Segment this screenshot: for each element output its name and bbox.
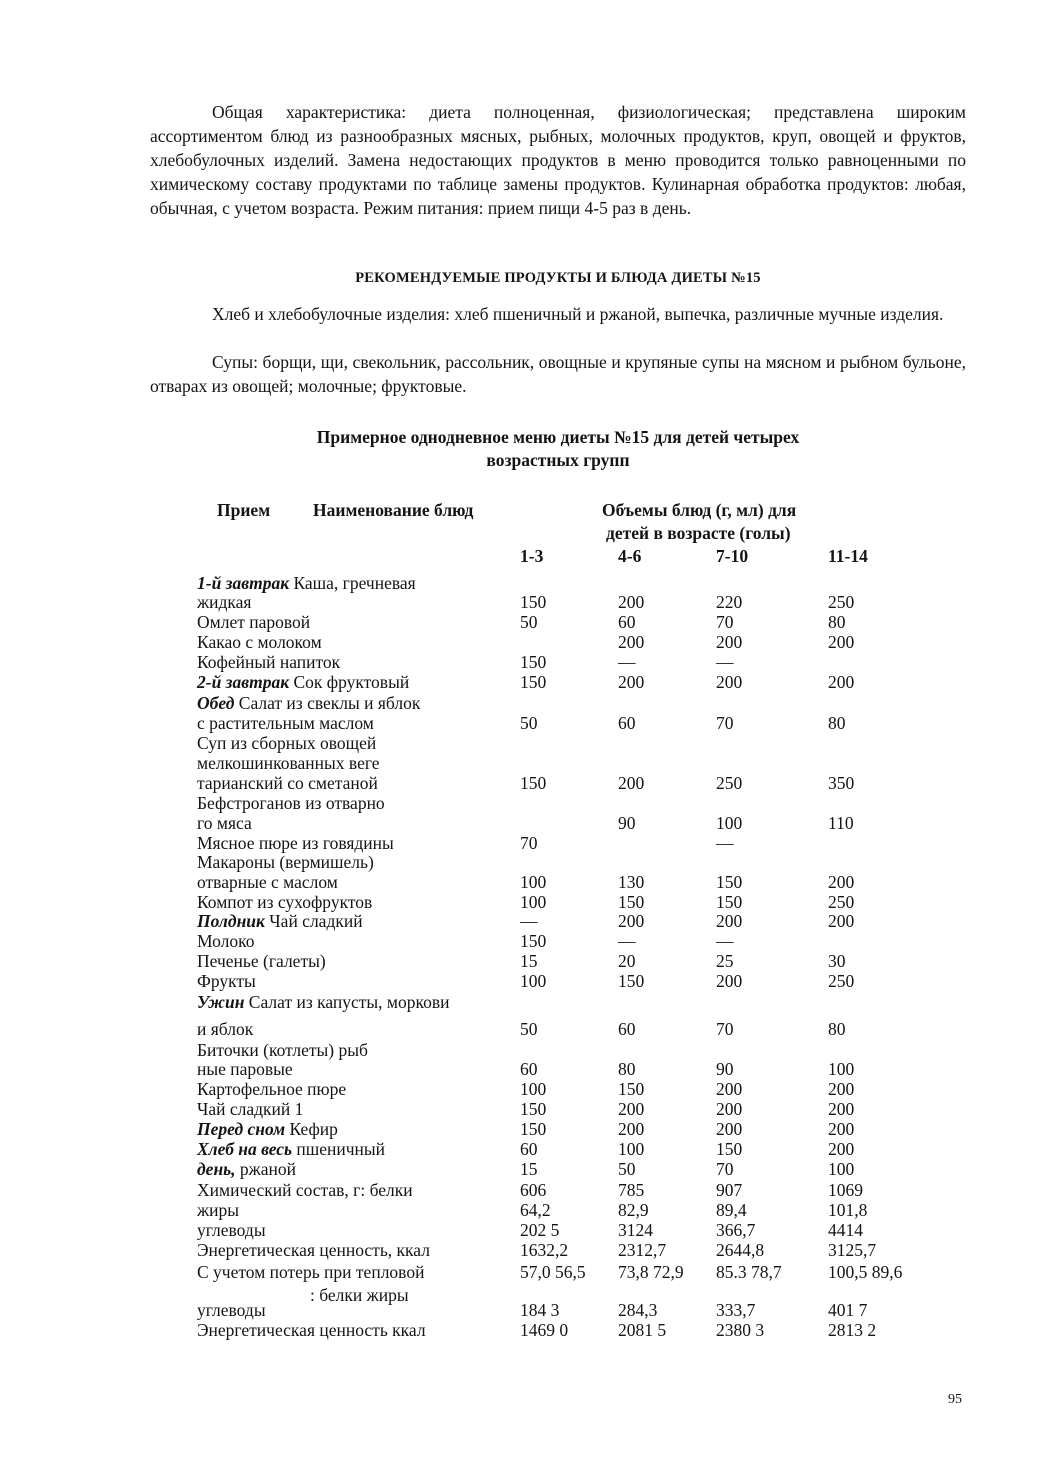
dish-name: пшеничный	[296, 1139, 386, 1159]
volume-cell: 60	[618, 713, 636, 733]
volume-cell: 80	[828, 1019, 846, 1039]
volume-cell: 200	[828, 1139, 855, 1159]
volume-cell: 80	[828, 612, 846, 632]
dish-cell	[197, 1059, 293, 1080]
dish-cell	[197, 632, 322, 653]
volume-cell: 89,4	[716, 1200, 747, 1220]
dish-name: Макароны (вермишель)	[197, 852, 374, 872]
volume-cell: 150	[520, 652, 547, 672]
dish-cell	[197, 1079, 346, 1100]
volume-cell: 110	[828, 813, 854, 833]
volume-cell: 2081 5	[618, 1320, 667, 1340]
volume-cell: 150	[618, 971, 645, 991]
age-group-header: 7-10	[716, 546, 749, 566]
volume-cell: 150	[520, 592, 547, 612]
volume-cell: 70	[520, 833, 538, 853]
dish-cell	[197, 1262, 424, 1283]
volume-cell: 220	[716, 592, 743, 612]
dish-name: Химический состав, г: белки	[197, 1180, 413, 1200]
dish-name: углеводы	[197, 1220, 266, 1240]
dish-name: Мясное пюре из говядины	[197, 833, 394, 853]
volume-cell: 200	[716, 632, 743, 652]
volume-cell: 350	[828, 773, 855, 793]
dish-cell	[197, 1040, 368, 1061]
dish-cell	[197, 672, 409, 693]
dish-name: жиры	[197, 1200, 239, 1220]
dish-cell	[197, 773, 378, 794]
dish-name: Биточки (котлеты) рыб	[197, 1040, 368, 1060]
meal-label: Ужин	[197, 992, 245, 1012]
dish-name: Чай сладкий	[269, 911, 363, 931]
column-header-volumes-line1: Объемы блюд (г, мл) для	[602, 500, 797, 520]
age-group-header: 4-6	[618, 546, 642, 566]
volume-cell: 60	[520, 1139, 538, 1159]
dish-name: Картофельное пюре	[197, 1079, 347, 1099]
volume-cell: 101,8	[828, 1200, 868, 1220]
volume-cell: 20	[618, 951, 636, 971]
volume-cell: 150	[716, 872, 743, 892]
volume-cell: 200	[618, 632, 645, 652]
volume-cell: 333,7	[716, 1300, 756, 1320]
volume-cell: —	[716, 931, 734, 951]
dish-cell	[197, 1139, 385, 1160]
volume-cell: —	[618, 931, 636, 951]
dish-name: Омлет паровой	[197, 612, 311, 632]
volume-cell: 200	[716, 1079, 743, 1099]
volume-cell: 80	[618, 1059, 636, 1079]
volume-cell: 200	[828, 632, 855, 652]
dish-cell	[197, 872, 338, 893]
volume-cell: 15	[520, 1159, 538, 1179]
volume-cell: 250	[716, 773, 743, 793]
section-heading: РЕКОМЕНДУЕМЫЕ ПРОДУКТЫ И БЛЮДА ДИЕТЫ №15	[355, 270, 761, 286]
volume-cell: 100	[618, 1139, 645, 1159]
volume-cell: 100	[520, 1079, 547, 1099]
volume-cell: 606	[520, 1180, 547, 1200]
column-header-volumes-line2: детей в возрасте (голы)	[606, 523, 791, 543]
volume-cell: 200	[716, 971, 743, 991]
dish-name: Печенье (галеты)	[197, 951, 326, 971]
dish-cell	[197, 753, 380, 774]
volume-cell: 60	[618, 612, 636, 632]
dish-cell	[197, 652, 340, 673]
dish-cell	[197, 573, 416, 594]
volume-cell: 100	[828, 1059, 855, 1079]
volume-cell: 907	[716, 1180, 743, 1200]
age-group-header: 1-3	[520, 546, 544, 566]
dish-cell	[197, 612, 310, 633]
dish-name: Энергетическая ценность ккал	[197, 1320, 426, 1340]
volume-cell: 200	[618, 672, 645, 692]
dish-cell	[197, 1220, 266, 1241]
volume-cell: 73,8 72,9	[618, 1262, 684, 1282]
volume-cell: 1632,2	[520, 1240, 569, 1260]
volume-cell: 200	[618, 1099, 645, 1119]
volume-cell: 200	[618, 1119, 645, 1139]
volume-cell: 3125,7	[828, 1240, 877, 1260]
volume-cell: 50	[520, 612, 538, 632]
dish-cell	[197, 892, 372, 913]
dish-name: го мяса	[197, 813, 252, 833]
volume-cell: 200	[828, 911, 855, 931]
meal-label: 1-й завтрак	[197, 573, 290, 593]
dish-name: Энергетическая ценность, ккал	[197, 1240, 430, 1260]
volume-cell: 25	[716, 951, 734, 971]
dish-cell	[197, 852, 374, 873]
dish-cell	[197, 931, 255, 952]
soups-paragraph: Супы: борщи, щи, свекольник, рассольник, овощные и крупяные супы на мясном и рыбном бульоне, отварах из овощей; молочные; фруктовые.	[150, 352, 966, 396]
volume-cell: 100,5 89,6	[828, 1262, 903, 1282]
volume-cell: 200	[716, 911, 743, 931]
dish-cell	[197, 911, 363, 932]
volume-cell: 50	[520, 1019, 538, 1039]
meal-label: день,	[197, 1159, 236, 1179]
volume-cell: 2312,7	[618, 1240, 667, 1260]
volume-cell: 785	[618, 1180, 645, 1200]
dish-name: Фрукты	[197, 971, 256, 991]
page-number: 95	[948, 1392, 962, 1407]
dish-name: отварные с маслом	[197, 872, 338, 892]
meal-label: Хлеб на весь	[197, 1139, 293, 1159]
table-title-line2: возрастных групп	[486, 450, 630, 470]
dish-name: ржаной	[239, 1159, 297, 1179]
volume-cell: 90	[716, 1059, 734, 1079]
volume-cell: 200	[828, 872, 855, 892]
dish-cell	[197, 1200, 239, 1221]
volume-cell: 250	[828, 592, 855, 612]
dish-cell	[310, 1285, 409, 1306]
meal-label: Обед	[197, 693, 235, 713]
volume-cell: 200	[828, 672, 855, 692]
volume-cell: 50	[618, 1159, 636, 1179]
intro-paragraph: Общая характеристика: диета полноценная, физиологическая; представлена широким ассортиментом блюд из разнообразных мясных, рыбных, молочных продуктов, круп, овощей и фруктов, хлебобулочных изделий. Замена недостающих продуктов в меню проводится только равноценными по химическому составу продуктами по таблице замены продуктов. Кулинарная обработка продуктов: любая, обычная, с учетом возраста. Режим питания: прием пищи 4-5 раз в день.	[150, 102, 966, 218]
volume-cell: 200	[618, 773, 645, 793]
volume-cell: 150	[520, 672, 547, 692]
volume-cell: 60	[520, 1059, 538, 1079]
volume-cell: 3124	[618, 1220, 653, 1240]
volume-cell: 85.3 78,7	[716, 1262, 782, 1282]
dish-cell	[197, 833, 394, 854]
volume-cell: 150	[520, 1119, 547, 1139]
table-title-line1: Примерное однодневное меню диеты №15 для детей четырех	[316, 427, 800, 447]
volume-cell: 70	[716, 713, 734, 733]
volume-cell: 100	[716, 813, 743, 833]
dish-cell	[197, 1320, 426, 1341]
volume-cell: 200	[716, 1099, 743, 1119]
dish-name: Какао с молоком	[197, 632, 322, 652]
dish-name: и яблок	[197, 1019, 254, 1039]
volume-cell: 202 5	[520, 1220, 560, 1240]
dish-name: Суп из сборных овощей	[197, 733, 377, 753]
dish-cell	[197, 1180, 413, 1201]
dish-name: Кефир	[289, 1119, 338, 1139]
volume-cell: 100	[520, 971, 547, 991]
volume-cell: 250	[828, 971, 855, 991]
volume-cell: 80	[828, 713, 846, 733]
volume-cell: 200	[828, 1119, 855, 1139]
volume-cell: 1469 0	[520, 1320, 569, 1340]
dish-name: углеводы	[197, 1300, 266, 1320]
volume-cell: 30	[828, 951, 846, 971]
volume-cell: 130	[618, 872, 645, 892]
dish-cell	[197, 1240, 430, 1261]
dish-cell	[197, 592, 251, 613]
meal-label: 2-й завтрак	[197, 672, 290, 692]
dish-cell	[197, 1119, 338, 1140]
dish-cell	[197, 713, 374, 734]
volume-cell: 50	[520, 713, 538, 733]
volume-cell: 150	[716, 892, 743, 912]
column-header-dish: Наименование блюд	[313, 500, 474, 520]
volume-cell: 150	[520, 931, 547, 951]
dish-name: Салат из свеклы и яблок	[238, 693, 421, 713]
meal-label: Полдник	[197, 911, 265, 931]
volume-cell: 70	[716, 1159, 734, 1179]
volume-cell: —	[618, 652, 636, 672]
dish-cell	[197, 971, 256, 992]
volume-cell: 70	[716, 612, 734, 632]
volume-cell: 150	[618, 1079, 645, 1099]
dish-name: Чай сладкий 1	[197, 1099, 304, 1119]
volume-cell: 200	[828, 1079, 855, 1099]
volume-cell: 82,9	[618, 1200, 649, 1220]
dish-cell	[197, 793, 385, 814]
dish-cell	[197, 1159, 296, 1180]
dish-name: ные паровые	[197, 1059, 293, 1079]
dish-cell	[197, 1099, 303, 1120]
volume-cell: 366,7	[716, 1220, 756, 1240]
volume-cell: 200	[618, 911, 645, 931]
volume-cell: 184 3	[520, 1300, 560, 1320]
volume-cell: 250	[828, 892, 855, 912]
volume-cell: 150	[618, 892, 645, 912]
volume-cell: 60	[618, 1019, 636, 1039]
dish-cell	[197, 733, 376, 754]
volume-cell: 1069	[828, 1180, 863, 1200]
volume-cell: 200	[716, 672, 743, 692]
dish-cell	[197, 992, 450, 1013]
volume-cell: 150	[520, 1099, 547, 1119]
dish-name: С учетом потерь при тепловой	[197, 1262, 425, 1282]
dish-name: : белки жиры	[310, 1285, 409, 1305]
dish-name: Молоко	[197, 931, 255, 951]
volume-cell: 284,3	[618, 1300, 658, 1320]
volume-cell: 90	[618, 813, 636, 833]
volume-cell: 2644,8	[716, 1240, 765, 1260]
volume-cell: 2813 2	[828, 1320, 877, 1340]
volume-cell: —	[520, 911, 538, 931]
volume-cell: 150	[716, 1139, 743, 1159]
dish-name: мелкошинкованных веге	[197, 753, 380, 773]
dish-cell	[197, 951, 326, 972]
age-group-header: 11-14	[828, 546, 868, 566]
volume-cell: —	[716, 652, 734, 672]
meal-label: Перед сном	[197, 1119, 286, 1139]
dish-name: Каша, гречневая	[293, 573, 416, 593]
volume-cell: 200	[618, 592, 645, 612]
volume-cell: 100	[520, 892, 547, 912]
volume-cell: 2380 3	[716, 1320, 765, 1340]
dish-cell	[197, 1019, 253, 1040]
volume-cell: 100	[520, 872, 547, 892]
volume-cell: 200	[828, 1099, 855, 1119]
volume-cell: 200	[716, 1119, 743, 1139]
column-header-meal: Прием	[217, 500, 271, 520]
bread-paragraph: Хлеб и хлебобулочные изделия: хлеб пшеничный и ржаной, выпечка, различные мучные изделия.	[212, 304, 944, 324]
dish-name: с растительным маслом	[197, 713, 374, 733]
volume-cell: 15	[520, 951, 538, 971]
dish-name: жидкая	[197, 592, 252, 612]
dish-name: Компот из сухофруктов	[197, 892, 373, 912]
dish-cell	[197, 693, 420, 714]
dish-name: Салат из капусты, моркови	[248, 992, 450, 1012]
dish-name: Кофейный напиток	[197, 652, 341, 672]
dish-cell	[197, 813, 252, 834]
volume-cell: 70	[716, 1019, 734, 1039]
volume-cell: 64,2	[520, 1200, 551, 1220]
dish-cell	[197, 1300, 266, 1321]
volume-cell: 150	[520, 773, 547, 793]
dish-name: тарианский со сметаной	[197, 773, 378, 793]
volume-cell: 100	[828, 1159, 855, 1179]
volume-cell: 57,0 56,5	[520, 1262, 586, 1282]
volume-cell: 4414	[828, 1220, 863, 1240]
volume-cell: 401 7	[828, 1300, 868, 1320]
dish-name: Бефстроганов из отварно	[197, 793, 385, 813]
volume-cell: —	[716, 833, 734, 853]
dish-name: Сок фруктовый	[293, 672, 410, 692]
